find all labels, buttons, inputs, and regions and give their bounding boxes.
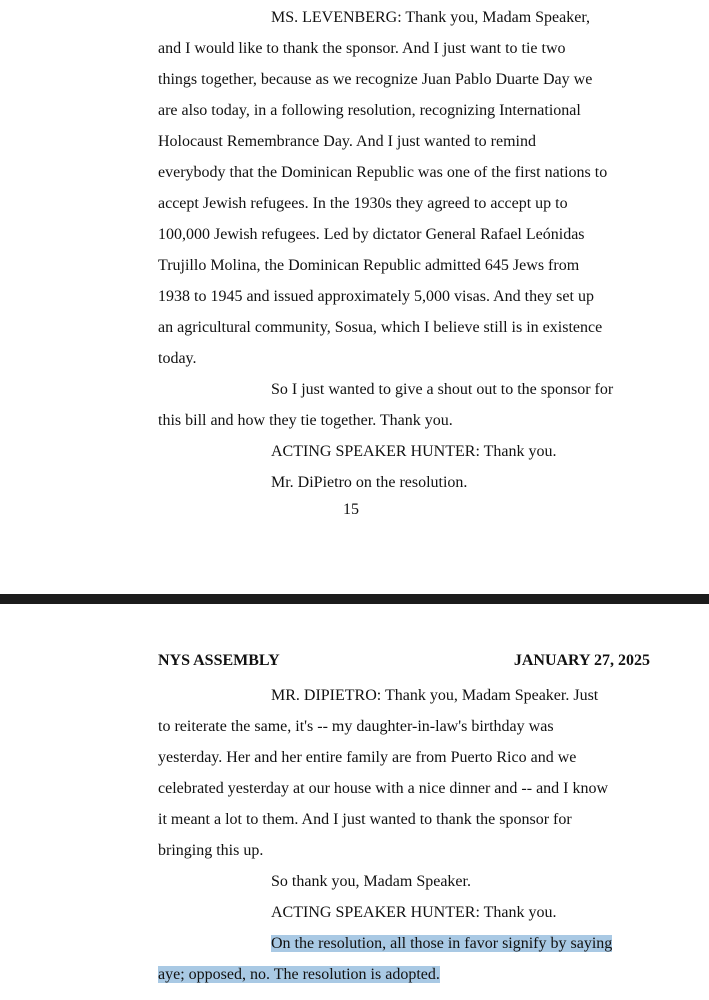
text-highlight: On the resolution, all those in favor signify by saying	[271, 935, 613, 952]
text-line: to reiterate the same, it's -- my daughter-in-law's birthday was	[158, 718, 554, 735]
text-line: today.	[158, 350, 197, 367]
text-line: yesterday. Her and her entire family are from Puerto Rico and we	[158, 749, 577, 766]
text-line: celebrated yesterday at our house with a nice dinner and -- and I know	[158, 780, 609, 797]
document-header-title: NYS ASSEMBLY	[158, 652, 280, 669]
text-line: Holocaust Remembrance Day. And I just wanted to remind	[158, 133, 536, 150]
text-line: Trujillo Molina, the Dominican Republic admitted 645 Jews from	[158, 257, 580, 274]
text-line: 100,000 Jewish refugees. Led by dictator General Rafael Leónidas	[158, 226, 585, 243]
highlighted-text-line	[158, 965, 440, 985]
text-line: bringing this up.	[158, 842, 264, 859]
speaker-line: ACTING SPEAKER HUNTER: Thank you.	[271, 443, 557, 460]
text-line: 1938 to 1945 and issued approximately 5,000 visas. And they set up	[158, 288, 594, 305]
text-line: Mr. DiPietro on the resolution.	[271, 474, 468, 491]
speaker-line: MR. DIPIETRO: Thank you, Madam Speaker. Just	[271, 687, 599, 704]
text-line: are also today, in a following resolution, recognizing International	[158, 102, 581, 119]
page-separator	[0, 594, 709, 604]
text-line: it meant a lot to them. And I just wanted to thank the sponsor for	[158, 811, 572, 828]
text-line: this bill and how they tie together. Thank you.	[158, 412, 453, 429]
speaker-line: MS. LEVENBERG: Thank you, Madam Speaker,	[271, 9, 591, 26]
transcript-page-16	[0, 604, 709, 1000]
speaker-line: ACTING SPEAKER HUNTER: Thank you.	[271, 904, 557, 921]
document-header-date: JANUARY 27, 2025	[513, 652, 650, 669]
page-number: 15	[343, 501, 359, 518]
text-line: things together, because as we recognize Juan Pablo Duarte Day we	[158, 71, 593, 88]
text-line: an agricultural community, Sosua, which I believe still is in existence	[158, 319, 603, 336]
text-line: everybody that the Dominican Republic was one of the first nations to	[158, 164, 608, 181]
text-line: and I would like to thank the sponsor. And I just want to tie two	[158, 40, 566, 57]
highlighted-text-line	[271, 934, 612, 954]
text-highlight: aye; opposed, no. The resolution is adopted.	[158, 966, 440, 983]
text-line: So I just wanted to give a shout out to the sponsor for	[271, 381, 614, 398]
text-line: accept Jewish refugees. In the 1930s they agreed to accept up to	[158, 195, 568, 212]
text-line: So thank you, Madam Speaker.	[271, 873, 471, 890]
